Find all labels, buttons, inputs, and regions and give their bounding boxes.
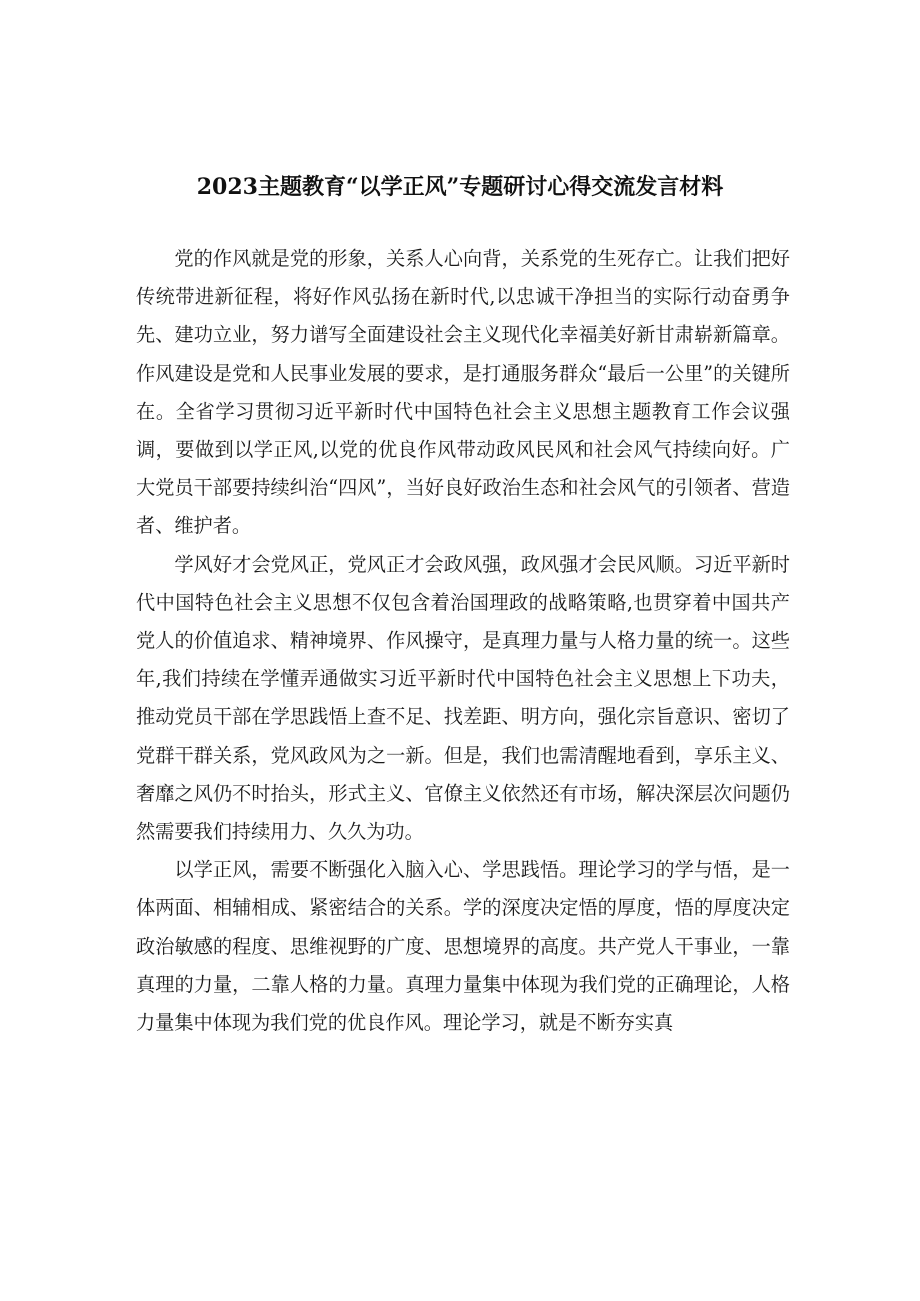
paragraph-2: 学风好才会党风正，党风正才会政风强，政风强才会民风顺。习近平新时代中国特色社会主义思想不仅包含着治国理政的战略策略,也贯穿着中国共产党人的价值追求、精神境界、作风操守，是真理力量与人格力量的统一。这些年,我们持续在学懂弄通做实习近平新时代中国特色社会主义思想上下功夫，推动党员干部在学思践悟上查不足、找差距、明方向，强化宗旨意识、密切了党群干群关系，党风政风为之一新。但是，我们也需清醒地看到，享乐主义、奢靡之风仍不时抬头，形式主义、官僚主义依然还有市场，解决深层次问题仍然需要我们持续用力、久久为功。 [136, 552, 790, 844]
paragraph-3: 以学正风，需要不断强化入脑入心、学思践悟。理论学习的学与悟，是一体两面、相辅相成、紧密结合的关系。学的深度决定悟的厚度，悟的厚度决定政治敏感的程度、思维视野的广度、思想境界的高度。共产党人干事业，一靠真理的力量，二靠人格的力量。真理力量集中体现为我们党的正确理论，人格力量集中体现为我们党的优良作风。理论学习，就是不断夯实真 [136, 858, 790, 1035]
document-body [136, 240, 790, 1042]
document-title: 2023主题教育“以学正风”专题研讨心得交流发言材料 [196, 174, 724, 200]
paragraph-1: 党的作风就是党的形象，关系人心向背，关系党的生死存亡。让我们把好传统带进新征程，将好作风弘扬在新时代,以忠诚干净担当的实际行动奋勇争先、建功立业，努力谱写全面建设社会主义现代化幸福美好新甘肃崭新篇章。作风建设是党和人民事业发展的要求，是打通服务群众“最后一公里”的关键所在。全省学习贯彻习近平新时代中国特色社会主义思想主题教育工作会议强调，要做到以学正风,以党的优良作风带动政风民风和社会风气持续向好。广大党员干部要持续纠治“四风”，当好良好政治生态和社会风气的引领者、营造者、维护者。 [136, 247, 790, 538]
